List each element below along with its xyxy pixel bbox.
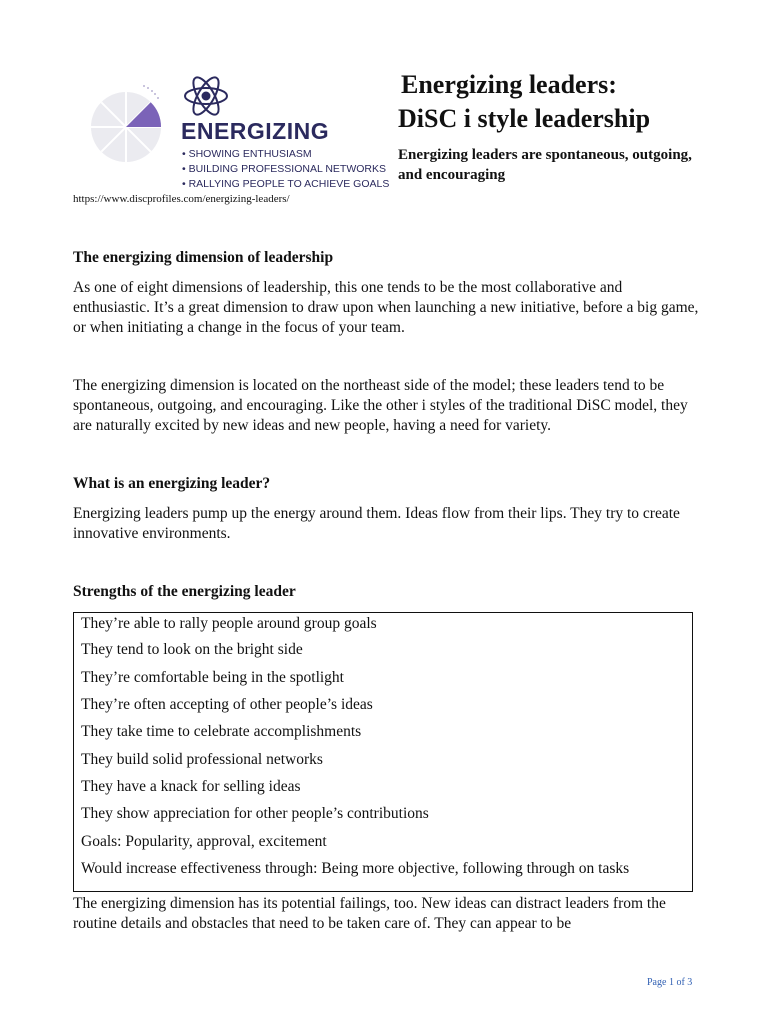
energizing-logo bbox=[86, 72, 390, 197]
dimension-paragraph-2: The energizing dimension is located on the northeast side of the model; these leaders tend to be spontaneous, outgoing, and encouraging. Like the other i styles of the traditional DiSC model, they are naturally excited by new ideas and new people, having a need for variety. bbox=[73, 377, 688, 434]
logo-bullet-list bbox=[182, 147, 389, 192]
logo-bullet: • RALLYING PEOPLE TO ACHIEVE GOALS bbox=[182, 178, 390, 190]
wheel-dots bbox=[143, 85, 159, 99]
strength-item: They tend to look on the bright side bbox=[81, 641, 303, 658]
title-line-2: DiSC i style leadership bbox=[398, 104, 651, 133]
strengths-heading: Strengths of the energizing leader bbox=[73, 583, 296, 600]
strength-item: They show appreciation for other people’s contributions bbox=[81, 805, 429, 822]
subtitle: Energizing leaders are spontaneous, outgoing, and encouraging bbox=[398, 147, 692, 183]
logo-word: ENERGIZING bbox=[181, 118, 330, 144]
failings-paragraph: The energizing dimension has its potential failings, too. New ideas can distract leaders from the routine details and obstacles that need to be taken care of. They can appear to be bbox=[73, 895, 666, 932]
atom-icon bbox=[185, 74, 227, 118]
strength-item: They’re comfortable being in the spotlight bbox=[81, 669, 344, 686]
strength-item: They’re able to rally people around group goals bbox=[81, 615, 377, 632]
logo-bullet: • BUILDING PROFESSIONAL NETWORKS bbox=[182, 163, 386, 175]
strengths-table bbox=[73, 612, 693, 892]
what-paragraph: Energizing leaders pump up the energy around them. Ideas flow from their lips. They try to create innovative environments. bbox=[73, 505, 680, 542]
dimension-paragraph-1: As one of eight dimensions of leadership, this one tends to be the most collaborative and enthusiastic. It’s a great dimension to draw upon when launching a new initiative, before a big game, or when initiating a change in the focus of your team. bbox=[73, 279, 699, 336]
strength-item: They have a knack for selling ideas bbox=[81, 778, 301, 795]
strength-item: Would increase effectiveness through: Being more objective, following through on tasks bbox=[81, 860, 630, 877]
logo-bullet: • SHOWING ENTHUSIASM bbox=[182, 148, 312, 160]
strength-item: They build solid professional networks bbox=[81, 751, 323, 768]
page-number: Page 1 of 3 bbox=[647, 977, 693, 988]
what-heading: What is an energizing leader? bbox=[73, 475, 271, 492]
page-title bbox=[398, 68, 650, 136]
strength-item: They’re often accepting of other people’s ideas bbox=[81, 696, 373, 713]
strength-item: They take time to celebrate accomplishments bbox=[81, 723, 362, 740]
source-url[interactable]: https://www.discprofiles.com/energizing-leaders/ bbox=[73, 193, 290, 205]
strength-item: Goals: Popularity, approval, excitement bbox=[81, 833, 327, 850]
dimension-heading: The energizing dimension of leadership bbox=[73, 249, 334, 266]
title-line-1: Energizing leaders: bbox=[401, 70, 617, 99]
